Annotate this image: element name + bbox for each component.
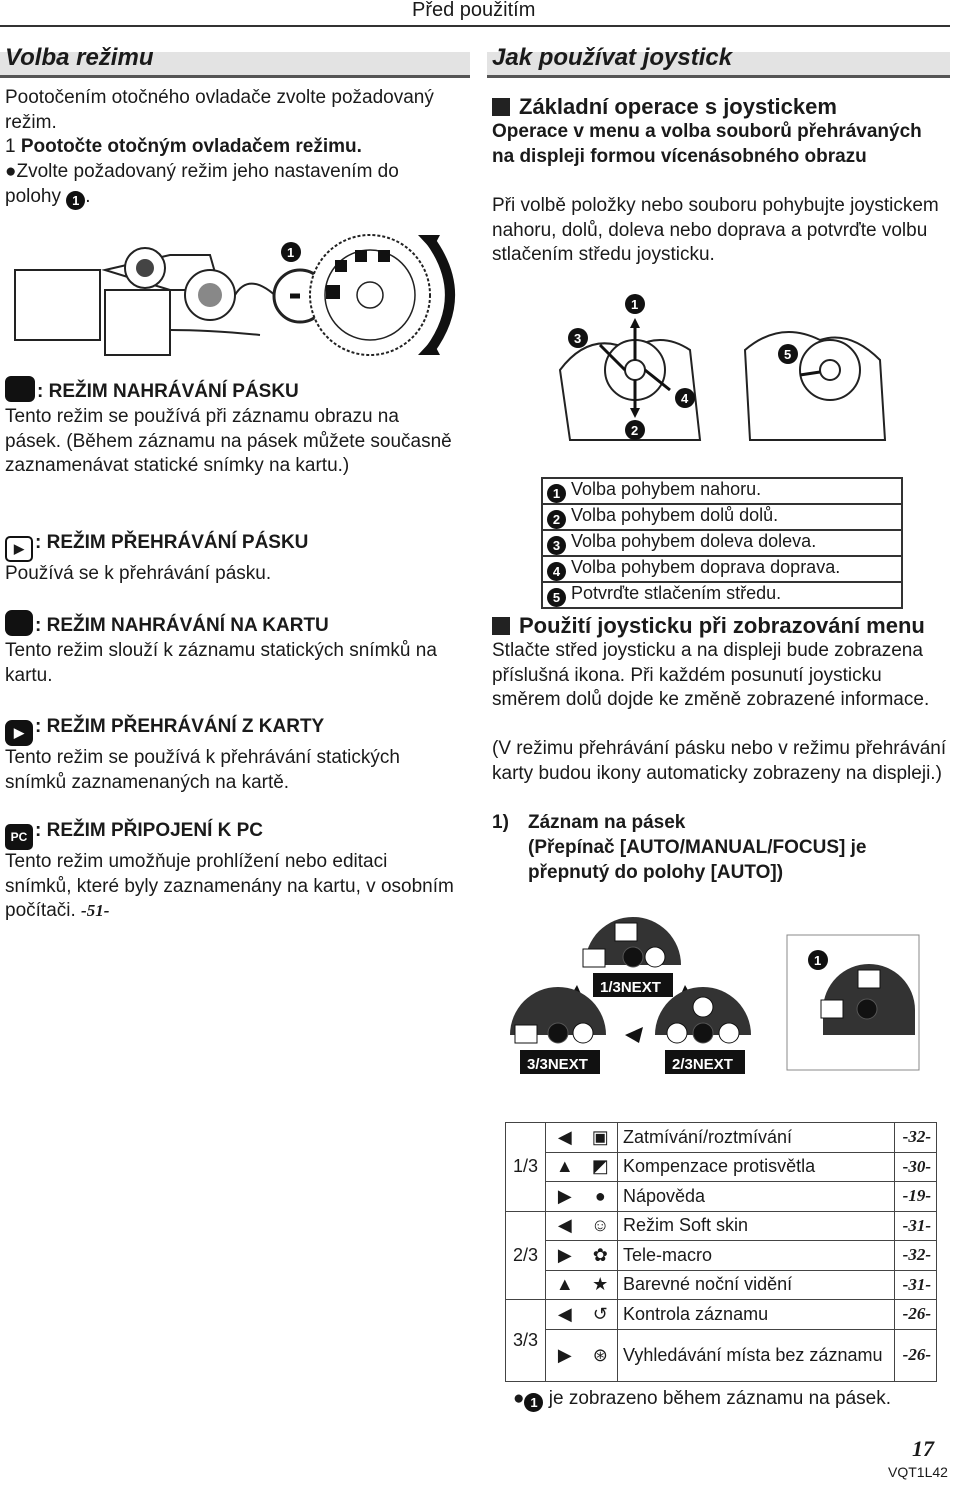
mode-tape-play: ▶ : REŽIM PŘEHRÁVÁNÍ PÁSKU Používá se k přehrávání pásku. <box>5 530 455 587</box>
left-intro: Pootočením otočného ovladače zvolte požadovaný režim. <box>5 87 434 133</box>
doc-code: VQT1L42 <box>888 1464 948 1480</box>
camera-icon <box>5 610 33 636</box>
lcd-screen <box>15 270 100 340</box>
svg-text:2: 2 <box>631 423 639 438</box>
rotate-arrow <box>430 240 450 350</box>
right-section-title: Jak používat joystick <box>492 44 733 71</box>
help-icon: ● <box>594 1185 606 1206</box>
item-number: 1) <box>492 812 509 833</box>
page-number: 17 <box>912 1436 934 1461</box>
step-1 <box>5 135 445 160</box>
function-label: Zatmívání/roztmívání <box>618 1123 895 1153</box>
play-icon: ▶ <box>5 536 33 562</box>
card-play-icon: ▶ <box>5 720 33 746</box>
table-row: 1/3 ◀ ▣ Zatmívání/roztmívání -32- <box>506 1123 937 1153</box>
mode-card-rec: : REŽIM NAHRÁVÁNÍ NA KARTU Tento režim slouží k záznamu statických snímků na kartu. <box>5 610 455 688</box>
legend-row: 5 Potvrďte stlačením středu. <box>542 582 902 608</box>
function-label: Nápověda <box>618 1182 895 1212</box>
bullet-text: Zvolte požadovaný režim jeho nastavením do polohy <box>5 161 399 207</box>
legend-row: 3 Volba pohybem doleva doleva. <box>542 530 902 556</box>
next-label-3: 3/3NEXT <box>527 1056 588 1073</box>
mode-tape-play-text: Používá se k přehrávání pásku. <box>5 563 272 584</box>
callout-1: 1 <box>524 1393 543 1412</box>
joystick-illustration <box>550 290 900 455</box>
item-title: Záznam na pásek <box>528 812 686 833</box>
table-row: ▲ ★ Barevné noční vidění -31- <box>506 1270 937 1300</box>
page-cell: 1/3 <box>506 1123 546 1212</box>
menu-function-table <box>505 1122 937 1382</box>
header-rule <box>0 25 950 27</box>
mode-video-rec: : REŽIM NAHRÁVÁNÍ PÁSKU Tento režim se používá při záznamu obrazu na pásek. (Během záznamu na pásek můžete současně zaznamenávat statické snímky na kartu.) <box>5 376 455 479</box>
page-cell: 3/3 <box>506 1300 546 1382</box>
mode-card-play: ▶ : REŽIM PŘEHRÁVÁNÍ Z KARTY Tento režim se používá k přehrávání statických snímků zaznamenaných na kartě. <box>5 714 455 795</box>
mode-pc-text: Tento režim umožňuje prohlížení nebo editaci snímků, které byly zaznamenány na kartu, v osobním počítači. -51- <box>5 851 454 921</box>
table-row: ▶ ⊛ Vyhledávání místa bez záznamu -26- <box>506 1329 937 1381</box>
callout-1: 1 <box>66 191 85 210</box>
blank-search-icon: ⊛ <box>592 1344 608 1365</box>
menu-page-2 <box>655 987 751 1074</box>
joystick-menu-text: Stlačte střed joysticku a na displeji bude zobrazena příslušná ikona. Při každém posunutí joysticku směrem dolů dojde ke změně zobrazené informace. <box>492 640 930 710</box>
item-subtitle: (Přepínač [AUTO/MANUAL/FOCUS] je přepnutý do polohy [AUTO]) <box>528 837 867 883</box>
svg-text:1: 1 <box>814 953 822 968</box>
mode-pc: PC : REŽIM PŘIPOJENÍ K PC Tento režim umožňuje prohlížení nebo editaci snímků, které byly zaznamenány na kartu, v osobním počítači. -51- <box>5 818 455 924</box>
legend-row: 4 Volba pohybem doprava doprava. <box>542 556 902 582</box>
square-bullet-icon <box>492 617 510 635</box>
table-row: ▶ ● Nápověda -19- <box>506 1182 937 1212</box>
function-label: Tele-macro <box>618 1241 895 1271</box>
page-ref: -51- <box>81 901 110 920</box>
left-section-title: Volba režimu <box>5 44 154 71</box>
joystick-menu-note: (V režimu přehrávání pásku nebo v režimu přehrávání karty budou ikony automaticky zobrazeny na displeji.) <box>492 738 947 784</box>
joystick-menu-heading: Použití joysticku při zobrazování menu <box>492 613 925 639</box>
soft-skin-icon: ☺ <box>591 1215 610 1236</box>
function-label: Režim Soft skin <box>618 1211 895 1241</box>
square-bullet-icon <box>492 98 510 116</box>
svg-text:1: 1 <box>287 245 295 260</box>
function-label: Vyhledávání místa bez záznamu <box>618 1329 895 1381</box>
function-label: Kontrola záznamu <box>618 1300 895 1330</box>
section-header: Před použitím <box>412 0 536 21</box>
legend-row: 2 Volba pohybem dolů dolů. <box>542 504 902 530</box>
pc-icon: PC <box>5 824 33 850</box>
step-text: Pootočte otočným ovladačem režimu. <box>20 136 362 157</box>
fade-icon: ▣ <box>591 1126 609 1147</box>
menu-page-1 <box>583 917 681 997</box>
step-bullet: ●Zvolte požadovaný režim jeho nastavením do polohy 1 . <box>5 161 399 208</box>
table-row: ▶ ✿ Tele-macro -32- <box>506 1241 937 1271</box>
function-label: Kompenzace protisvětla <box>618 1152 895 1182</box>
night-view-icon: ★ <box>592 1274 609 1295</box>
backlight-icon: ◩ <box>591 1156 609 1177</box>
joystick-legend <box>541 477 903 609</box>
rec-check-icon: ↺ <box>592 1303 608 1324</box>
table-row: 3/3 ◀ ↺ Kontrola záznamu -26- <box>506 1300 937 1330</box>
page-cell: 2/3 <box>506 1211 546 1300</box>
mode-video-rec-text: Tento režim se používá při záznamu obrazu na pásek. (Během záznamu na pásek můžete současně zaznamenávat statické snímky na kartu.) <box>5 406 452 476</box>
svg-text:3: 3 <box>574 331 582 346</box>
mode-card-rec-text: Tento režim slouží k záznamu statických snímků na kartu. <box>5 640 437 686</box>
camera-body <box>105 290 170 355</box>
table-note: ● 1 je zobrazeno během záznamu na pásek. <box>513 1388 891 1410</box>
legend-row: 1 Volba pohybem nahoru. <box>542 478 902 504</box>
joystick-subhead: Operace v menu a volba souborů přehrávaných na displeji formou vícenásobného obrazu <box>492 121 922 167</box>
tele-macro-icon: ✿ <box>592 1244 608 1265</box>
menu-icons-illustration <box>505 915 925 1085</box>
video-camera-icon <box>5 376 35 402</box>
joystick-text: Při volbě položky nebo souboru pohybujte joystickem nahoru, dolů, doleva nebo doprava a potvrďte volbu stlačením středu joysticku. <box>492 195 939 265</box>
table-row: ▲ ◩ Kompenzace protisvětla -30- <box>506 1152 937 1182</box>
svg-text:1: 1 <box>631 297 639 312</box>
menu-page-3 <box>510 987 606 1074</box>
table-row: 2/3 ◀ ☺ Režim Soft skin -31- <box>506 1211 937 1241</box>
svg-text:5: 5 <box>784 347 792 362</box>
camcorder-dial-illustration <box>10 230 470 360</box>
step-number: 1 <box>5 136 16 157</box>
mode-card-play-text: Tento režim se používá k přehrávání statických snímků zaznamenaných na kartě. <box>5 747 400 793</box>
next-label-1: 1/3NEXT <box>600 979 661 996</box>
joystick-basic-heading: Základní operace s joystickem <box>492 94 837 120</box>
screen-example <box>787 935 919 1070</box>
svg-text:4: 4 <box>681 391 689 406</box>
function-label: Barevné noční vidění <box>618 1270 895 1300</box>
next-label-2: 2/3NEXT <box>672 1056 733 1073</box>
